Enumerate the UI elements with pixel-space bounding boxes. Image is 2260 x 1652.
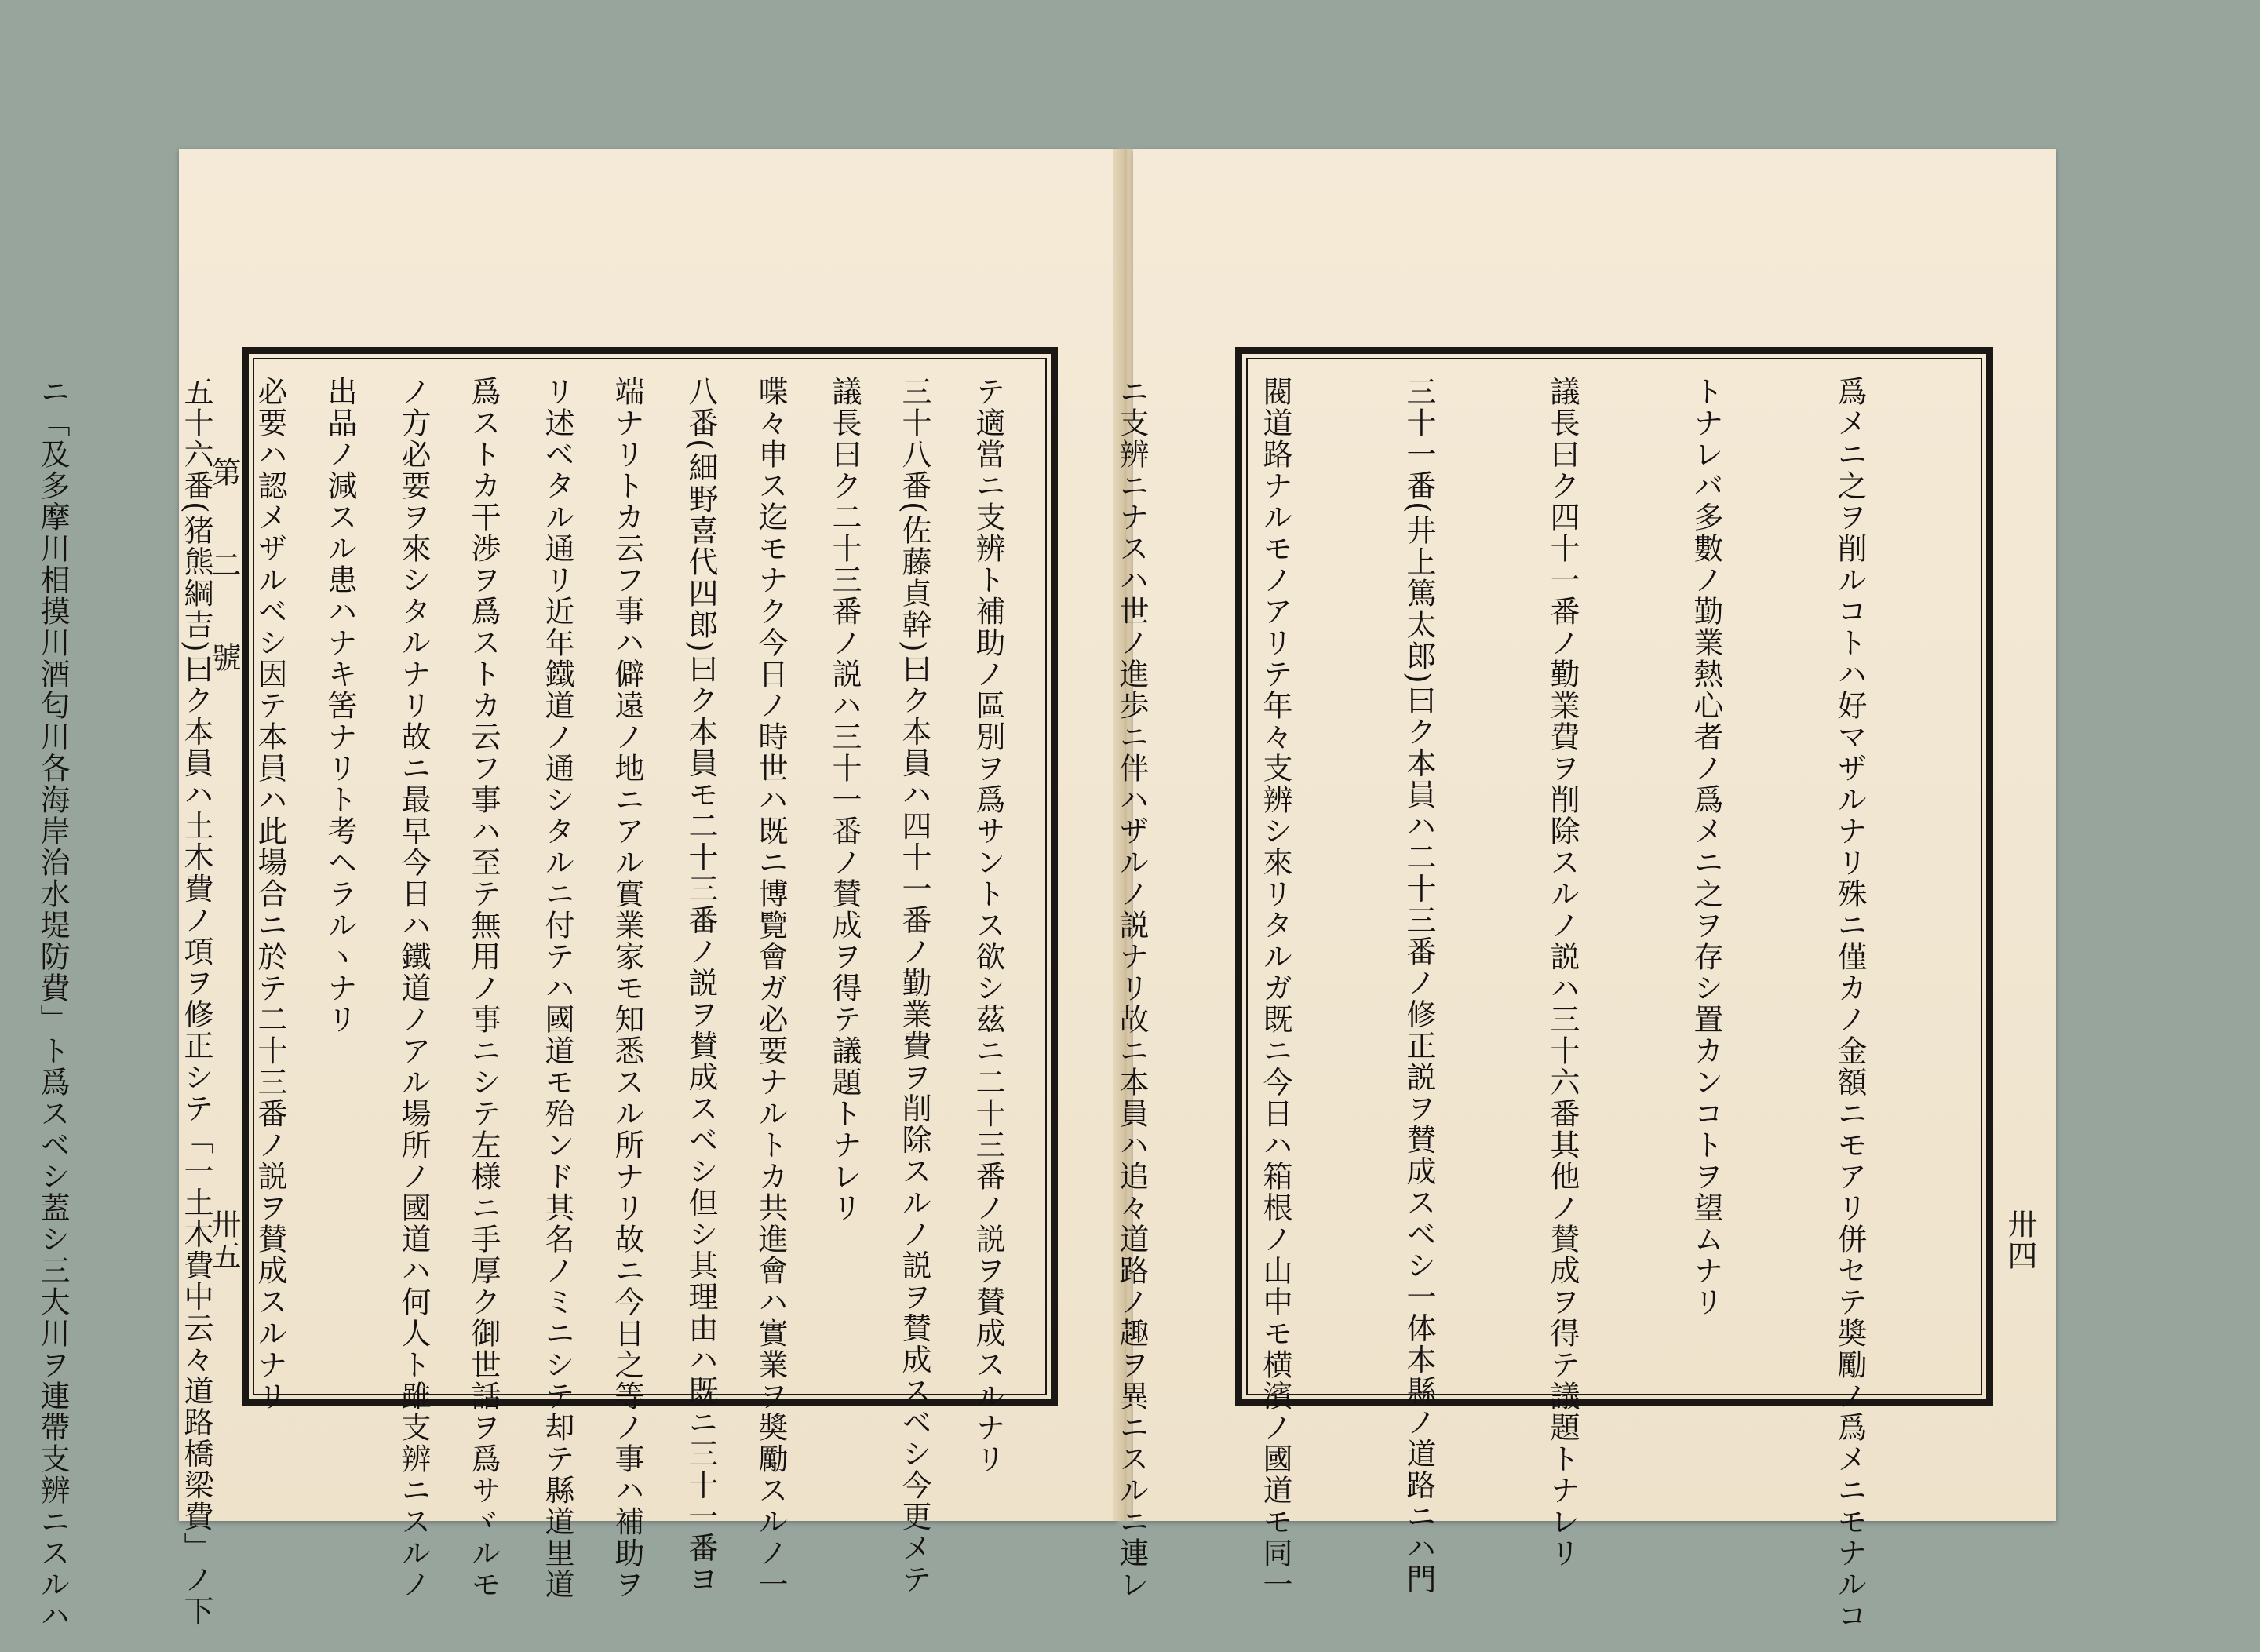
page-number-left: 卅五 [206,1209,241,1271]
text-line: 出品ノ減スル患ハナキ筈ナリト考ヘラルヽナリ [323,376,357,1035]
text-line: 爲メニ之ヲ削ルコトハ好マザルナリ殊ニ僅カノ金額ニモアリ併セテ奬勵ノ爲メニモナルコ [1832,376,1867,1632]
text-line: ノ方必要ヲ來シタルナリ故ニ最早今日ハ鐵道ノアル場所ノ國道ハ何人ト雖支辨ニスルノ [396,376,431,1600]
text-line: 閥道路ナルモノアリテ年々支辨シ來リタルガ既ニ今日ハ箱根ノ山中モ横濱ノ國道モ同一 [1258,376,1292,1600]
text-line: 喋々申ス迄モナク今日ノ時世ハ既ニ博覽會ガ必要ナルトカ共進會ハ實業ヲ奬勵スルノ一 [753,376,788,1600]
text-line: 三十一番(井上篤太郎)曰ク本員ハ二十三番ノ修正説ヲ賛成スベシ一体本縣ノ道路ニハ門 [1402,376,1436,1595]
text-line: トナレバ多數ノ勤業熱心者ノ爲メニ之ヲ存シ置カンコトヲ望ムナリ [1689,376,1723,1318]
text-line: 三十八番(佐藤貞幹)曰ク本員ハ四十一番ノ勤業費ヲ削除スルノ説ヲ賛成スベシ今更メテ [897,376,931,1595]
text-line: 八番(細野喜代四郎)曰ク本員モ二十三番ノ説ヲ賛成スベシ但シ其理由ハ既ニ三十一番ヨ [683,376,718,1595]
text-line: 端ナリトカ云フ事ハ僻遠ノ地ニアル實業家モ知悉スル所ナリ故ニ今日之等ノ事ハ補助ヲ [610,376,644,1600]
text-line: リ述ベタル通リ近年鐵道ノ通シタルニ付テハ國道モ殆ンド其名ノミニシテ却テ縣道里道 [540,376,574,1600]
text-line: テ適當ニ支辨ト補助ノ區別ヲ爲サントス欲シ茲ニ二十三番ノ説ヲ賛成スルナリ [971,376,1005,1475]
text-line: 爲ストカ干渉ヲ爲ストカ云フ事ハ至テ無用ノ事ニシテ左様ニ手厚ク御世話ヲ爲サヾルモ [466,376,501,1600]
text-line: 必要ハ認メザルベシ因テ本員ハ此場合ニ於テ二十三番ノ説ヲ賛成スルナリ [253,376,287,1412]
page-number-right: 卅四 [2003,1209,2037,1271]
text-line: 五十六番(猪熊綱吉)曰ク本員ハ土木費ノ項ヲ修正シテ「一土木費中云々道路橋梁費」ノ下 [179,376,213,1627]
book-spread [35,149,2056,1632]
text-line: ニ「及多摩川相摸川酒匂川各海岸治水堤防費」ト爲スベシ蓋シ三大川ヲ連帶支辨ニスルハ [35,376,70,1632]
text-line: 議長曰ク四十一番ノ勤業費ヲ削除スルノ説ハ三十六番其他ノ賛成ヲ得テ議題トナレリ [1545,376,1580,1569]
series-label: 第 二 號 [206,457,241,699]
text-line: 議長曰ク二十三番ノ説ハ三十一番ノ賛成ヲ得テ議題トナレリ [827,376,862,1224]
text-line: ニ支辨ニナスハ世ノ進歩ニ伴ハザルノ説ナリ故ニ本員ハ追々道路ノ趣ヲ異ニスルニ連レ [1114,376,1149,1600]
